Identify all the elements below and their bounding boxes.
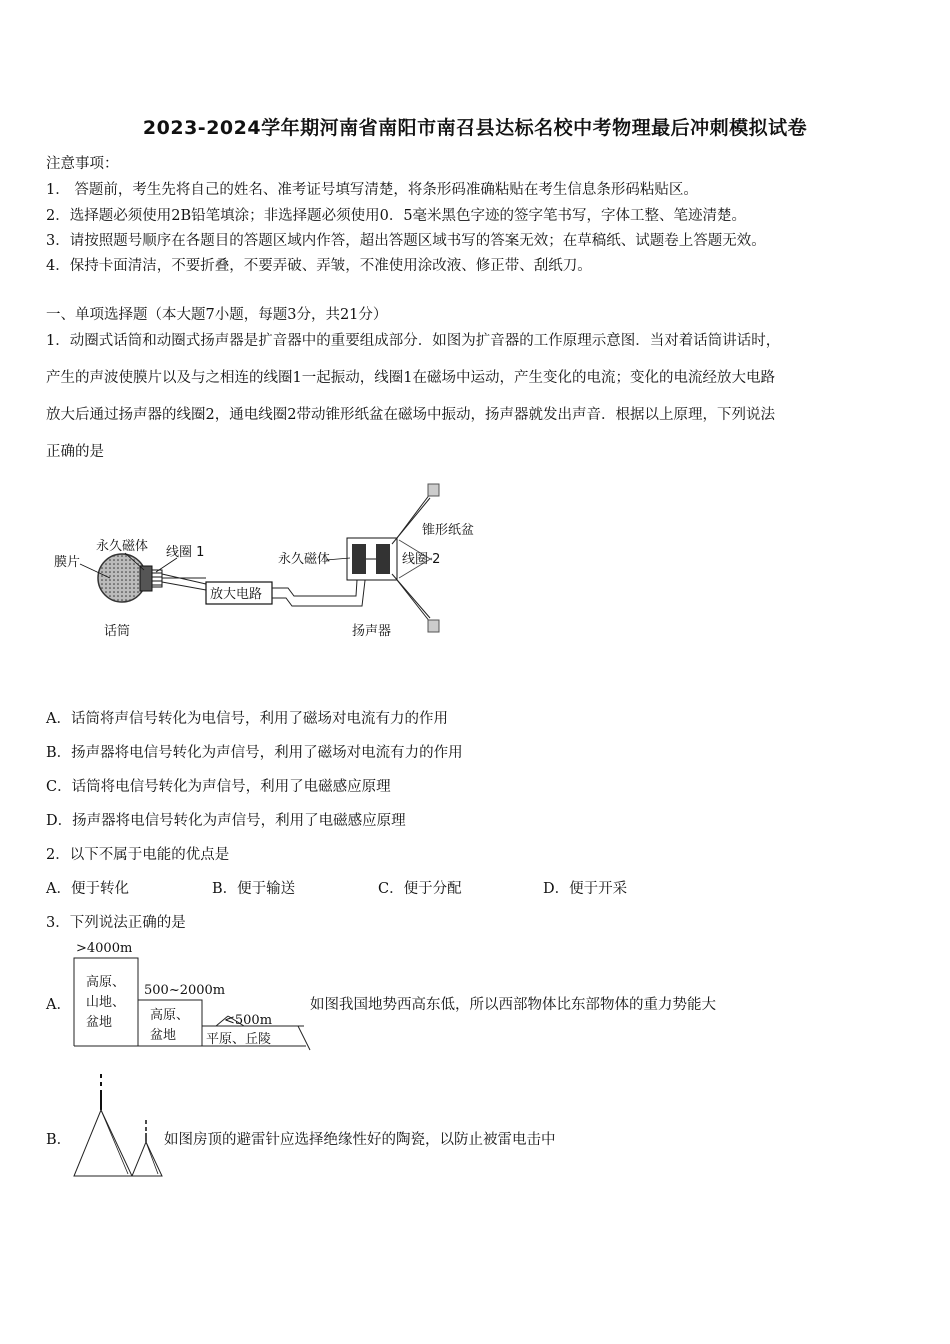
q2-option-a: A．便于转化 (46, 881, 129, 897)
q2-option-b: B．便于输送 (212, 881, 296, 897)
microphone-drawing (98, 554, 206, 602)
terrain-height-3: <500m (224, 1013, 273, 1028)
notice-item-1: 1． 答题前，考生先将自己的姓名、准考证号填写清楚，将条形码准确粘贴在考生信息条形码粘贴区。 (46, 182, 698, 198)
notice-item-4: 4．保持卡面清洁，不要折叠，不要弄破、弄皱，不准使用涂改液、修正带、刮纸刀。 (46, 258, 592, 274)
q2-option-d: D．便于开采 (543, 881, 628, 897)
terrain-height-1: >4000m (76, 941, 133, 956)
q3-option-a-text: 如图我国地势西高东低，所以西部物体比东部物体的重力势能大 (310, 997, 716, 1013)
amplifier-diagram (40, 478, 510, 648)
terrain-diagram (66, 936, 311, 1052)
notice-item-2: 2．选择题必须使用2B铅笔填涂；非选择题必须使用0．5毫米黑色字迹的签字笔书写，字体工整、笔迹清楚。 (46, 208, 747, 224)
q3-stem: 3．下列说法正确的是 (46, 915, 186, 931)
terrain-label-1a: 高原、 (86, 975, 126, 990)
terrain-label-3: 平原、丘陵 (206, 1032, 272, 1047)
q3-option-b-label: B． (46, 1132, 72, 1148)
q1-stem-line-3: 放大后通过扬声器的线圈2，通电线圈2带动锥形纸盆在磁场中振动，扬声器就发出声音．根据以上原理，下列说法 (46, 407, 775, 423)
label-magnet-1: 永久磁体 (96, 539, 149, 554)
label-microphone: 话筒 (104, 624, 131, 639)
q1-option-d: D．扬声器将电信号转化为声信号，利用了电磁感应原理 (46, 813, 406, 829)
terrain-height-2: 500~2000m (144, 983, 226, 998)
q3-option-b-text: 如图房顶的避雷针应选择绝缘性好的陶瓷，以防止被雷电击中 (164, 1132, 556, 1148)
terrain-label-1b: 山地、 (86, 995, 126, 1010)
q2-stem: 2．以下不属于电能的优点是 (46, 847, 230, 863)
notice-item-3: 3．请按照题号顺序在各题目的答题区域内作答，超出答题区域书写的答案无效；在草稿纸、试题卷上答题无效。 (46, 233, 766, 249)
terrain-label-1c: 盆地 (86, 1015, 113, 1030)
q1-option-a: A．话筒将声信号转化为电信号，利用了磁场对电流有力的作用 (46, 711, 448, 727)
notice-heading: 注意事项： (46, 156, 119, 172)
terrain-label-2a: 高原、 (150, 1008, 190, 1023)
exam-title: 2023-2024学年期河南省南阳市南召县达标名校中考物理最后冲刺模拟试卷 (142, 117, 808, 139)
q1-option-c: C．话筒将电信号转化为声信号，利用了电磁感应原理 (46, 779, 391, 795)
label-coil-1: 线圈 1 (166, 545, 205, 560)
label-membrane: 膜片 (54, 555, 81, 570)
q3-option-a-label: A． (46, 997, 71, 1013)
q1-stem-line-2: 产生的声波使膜片以及与之相连的线圈1一起振动，线圈1在磁场中运动，产生变化的电流；变化的电流经放大电路 (46, 370, 775, 386)
label-cone: 锥形纸盆 (422, 523, 475, 538)
section-1-heading: 一、单项选择题（本大题7小题，每题3分，共21分） (46, 307, 388, 323)
q1-stem-line-1: 1．动圈式话筒和动圈式扬声器是扩音器中的重要组成部分．如图为扩音器的工作原理示意图．当对着话筒讲话时， (46, 333, 781, 349)
lightning-rod-diagram (70, 1070, 170, 1182)
q2-option-c: C．便于分配 (378, 881, 462, 897)
label-coil-2: 线圈 2 (402, 552, 441, 567)
q1-stem-line-4: 正确的是 (46, 444, 104, 460)
terrain-label-2b: 盆地 (150, 1028, 177, 1043)
q1-option-b: B．扬声器将电信号转化为声信号，利用了磁场对电流有力的作用 (46, 745, 463, 761)
label-speaker: 扬声器 (352, 624, 392, 639)
label-magnet-2: 永久磁体 (278, 552, 331, 567)
label-amplifier: 放大电路 (210, 587, 263, 602)
